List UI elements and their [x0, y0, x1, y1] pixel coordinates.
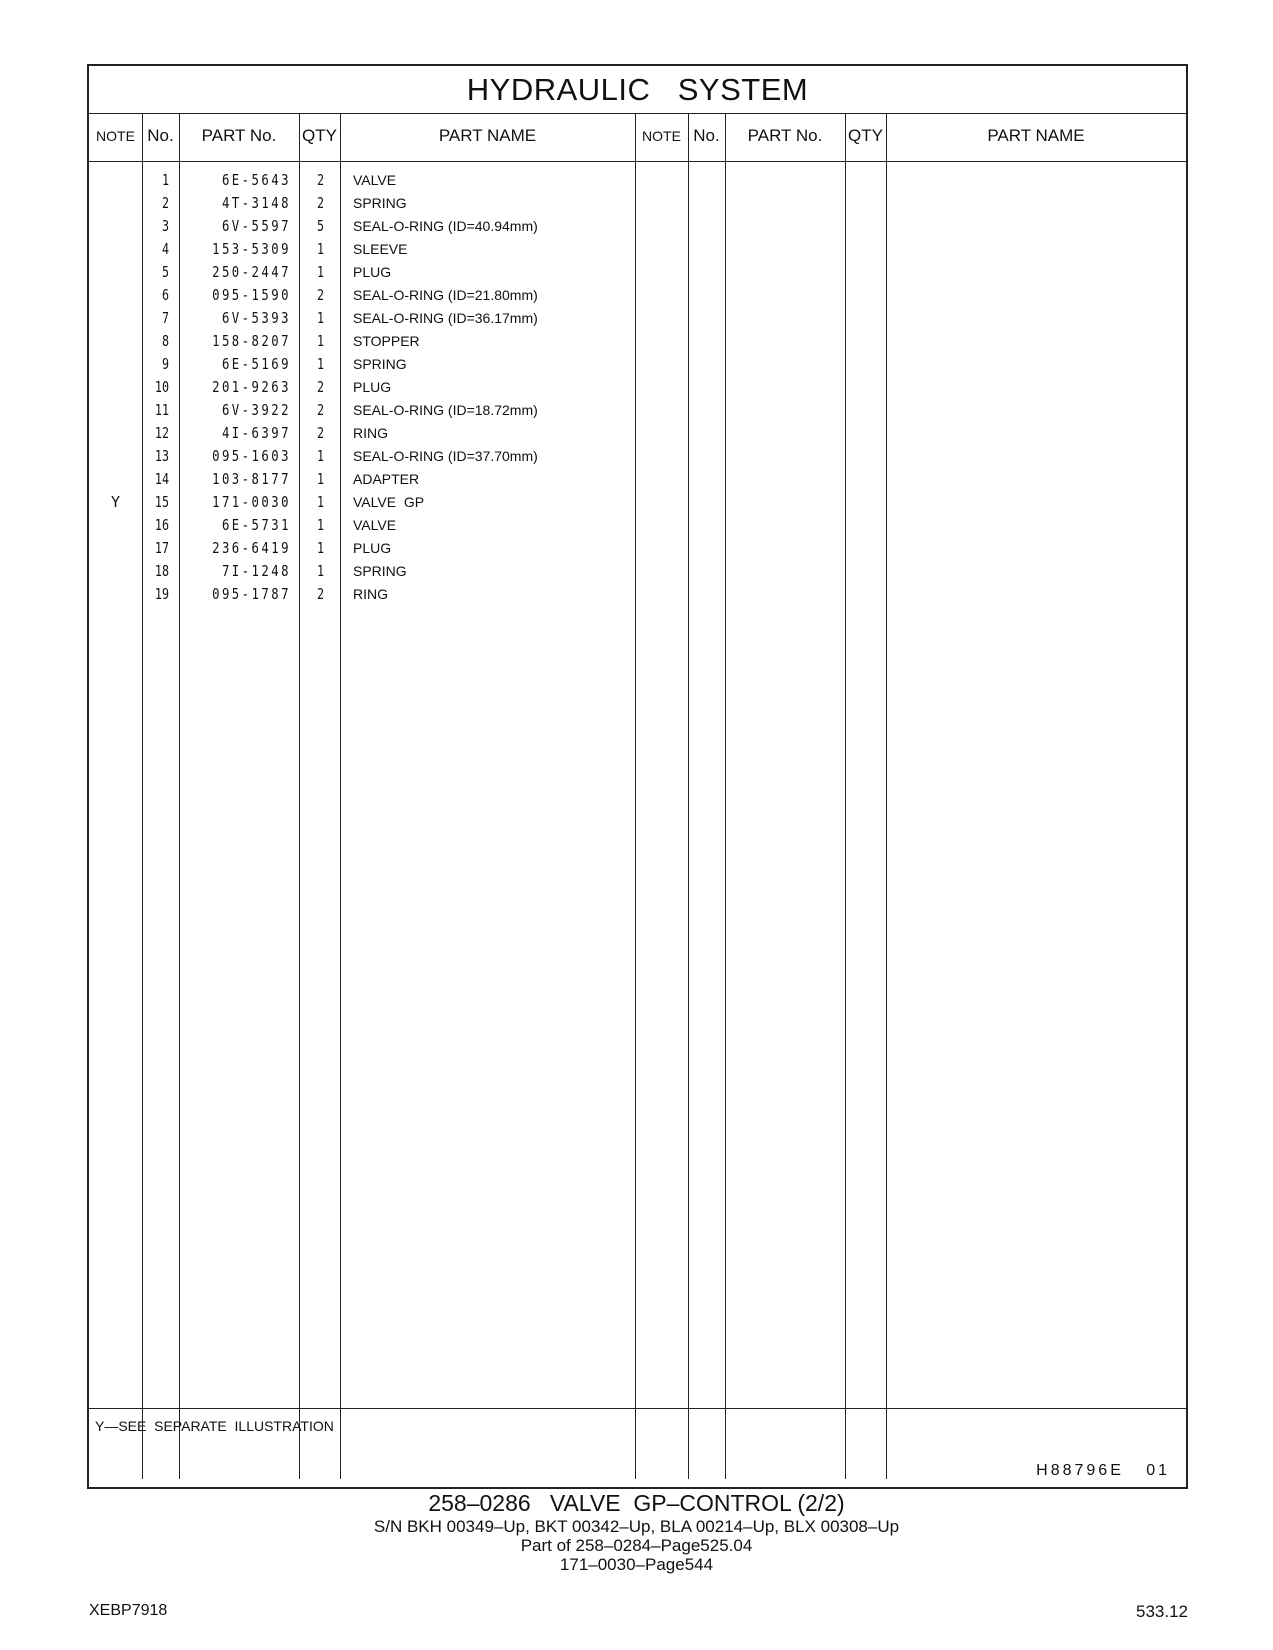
- document-id: XEBP7918: [89, 1602, 168, 1619]
- row-item-number: 18: [154, 562, 169, 580]
- caption-title: 258‒0286 VALVE GP‒CONTROL (2/2): [428, 1490, 845, 1516]
- table-row: [89, 307, 649, 330]
- row-quantity: 2: [316, 424, 324, 442]
- header-no-right: No.: [693, 126, 720, 145]
- row-part-name: SPRING: [353, 356, 407, 372]
- header-note-right: NOTE: [642, 128, 681, 144]
- row-part-name: SPRING: [353, 563, 407, 579]
- row-quantity: 2: [316, 585, 324, 603]
- row-part-number: 6E-5169: [221, 355, 291, 373]
- row-part-number: 6E-5731: [221, 516, 291, 534]
- row-part-name: SPRING: [353, 195, 407, 211]
- table-row: [89, 468, 649, 491]
- row-quantity: 2: [316, 171, 324, 189]
- page-title: HYDRAULIC SYSTEM: [89, 66, 1186, 114]
- row-quantity: 1: [316, 355, 324, 373]
- column-divider: [725, 113, 726, 1479]
- row-part-name: SEAL-O-RING (ID=40.94mm): [353, 218, 538, 234]
- row-item-number: 17: [154, 539, 169, 557]
- row-part-name: VALVE: [353, 517, 397, 533]
- row-quantity: 5: [316, 217, 324, 235]
- row-part-name: VALVE GP: [353, 494, 425, 510]
- row-part-name: SEAL-O-RING (ID=37.70mm): [353, 448, 538, 464]
- row-part-number: 095-1590: [212, 286, 291, 304]
- row-part-number: 095-1603: [212, 447, 291, 465]
- column-divider: [886, 113, 887, 1479]
- table-row: [89, 192, 649, 215]
- row-item-number: 4: [161, 240, 169, 258]
- caption-part-of: Part of 258‒0284‒Page525.04: [520, 1536, 753, 1555]
- row-item-number: 6: [161, 286, 169, 304]
- row-item-number: 12: [154, 424, 169, 442]
- row-part-number: 6V-5393: [221, 309, 291, 327]
- header-part-no-right: PART No.: [747, 126, 823, 145]
- table-row: [89, 422, 649, 445]
- row-part-number: 6V-3922: [221, 401, 291, 419]
- table-header: [89, 113, 1186, 162]
- table-row: [89, 169, 649, 192]
- row-item-number: 16: [154, 516, 169, 534]
- row-part-name: VALVE: [353, 172, 397, 188]
- row-item-number: 11: [154, 401, 169, 419]
- header-part-name-left: PART NAME: [438, 126, 537, 145]
- row-quantity: 1: [316, 263, 324, 281]
- row-quantity: 1: [316, 562, 324, 580]
- row-part-number: 4T-3148: [221, 194, 291, 212]
- row-note: Y: [110, 493, 121, 511]
- parts-table-frame: [87, 64, 1188, 1489]
- row-part-number: 6V-5597: [221, 217, 291, 235]
- table-row: [89, 514, 649, 537]
- caption-serial-numbers: S/N BKH 00349‒Up, BKT 00342‒Up, BLA 00214‒Up, BLX 00308‒Up: [373, 1517, 900, 1536]
- table-row: [89, 583, 649, 606]
- row-item-number: 3: [161, 217, 169, 235]
- row-part-name: STOPPER: [353, 333, 420, 349]
- row-quantity: 2: [316, 401, 324, 419]
- table-row: [89, 399, 649, 422]
- row-part-name: RING: [353, 586, 388, 602]
- row-part-number: 6E-5643: [221, 171, 291, 189]
- row-part-number: 153-5309: [212, 240, 291, 258]
- row-item-number: 2: [161, 194, 169, 212]
- row-quantity: 1: [316, 470, 324, 488]
- row-part-name: RING: [353, 425, 388, 441]
- header-note-left: NOTE: [96, 128, 135, 144]
- row-item-number: 13: [154, 447, 169, 465]
- table-row: [89, 491, 649, 514]
- table-bottom-rule: [89, 1408, 1186, 1409]
- row-quantity: 2: [316, 378, 324, 396]
- row-item-number: 14: [154, 470, 169, 488]
- table-row: [89, 330, 649, 353]
- row-part-name: PLUG: [353, 264, 392, 280]
- row-item-number: 8: [161, 332, 169, 350]
- header-qty-left: QTY: [302, 126, 337, 145]
- row-quantity: 1: [316, 539, 324, 557]
- row-part-number: 158-8207: [212, 332, 291, 350]
- row-part-name: SEAL-O-RING (ID=21.80mm): [353, 287, 538, 303]
- table-row: [89, 445, 649, 468]
- table-row: [89, 284, 649, 307]
- column-divider: [845, 113, 846, 1479]
- row-part-name: PLUG: [353, 540, 392, 556]
- footnote: Y—SEE SEPARATE ILLUSTRATION: [95, 1418, 334, 1434]
- row-item-number: 19: [154, 585, 169, 603]
- header-qty-right: QTY: [848, 126, 883, 145]
- table-row: [89, 261, 649, 284]
- row-quantity: 2: [316, 286, 324, 304]
- row-part-number: 201-9263: [212, 378, 291, 396]
- row-part-number: 236-6419: [212, 539, 291, 557]
- table-row: [89, 353, 649, 376]
- table-row: [89, 560, 649, 583]
- row-part-name: SEAL-O-RING (ID=36.17mm): [353, 310, 538, 326]
- row-quantity: 1: [316, 309, 324, 327]
- table-row: [89, 537, 649, 560]
- row-part-name: ADAPTER: [353, 471, 420, 487]
- header-part-name-right: PART NAME: [987, 126, 1085, 145]
- row-quantity: 1: [316, 447, 324, 465]
- row-part-name: SEAL-O-RING (ID=18.72mm): [353, 402, 538, 418]
- table-row: [89, 376, 649, 399]
- row-quantity: 1: [316, 516, 324, 534]
- page-number: 533.12: [1136, 1602, 1188, 1621]
- row-part-number: 103-8177: [212, 470, 291, 488]
- row-part-name: PLUG: [353, 379, 392, 395]
- row-item-number: 7: [161, 309, 169, 327]
- row-quantity: 2: [316, 194, 324, 212]
- table-row: [89, 238, 649, 261]
- table-row: [89, 215, 649, 238]
- row-part-number: 095-1787: [212, 585, 291, 603]
- header-part-no-left: PART No.: [201, 126, 277, 145]
- row-part-number: 250-2447: [212, 263, 291, 281]
- row-item-number: 10: [154, 378, 169, 396]
- row-part-number: 7I-1248: [221, 562, 291, 580]
- column-divider: [688, 113, 689, 1479]
- row-item-number: 5: [161, 263, 169, 281]
- row-quantity: 1: [316, 493, 324, 511]
- row-part-name: SLEEVE: [353, 241, 408, 257]
- row-part-number: 4I-6397: [221, 424, 291, 442]
- row-item-number: 1: [161, 171, 169, 189]
- row-item-number: 9: [161, 355, 169, 373]
- drawing-code: H88796E 01: [1036, 1462, 1170, 1479]
- row-quantity: 1: [316, 240, 324, 258]
- row-item-number: 15: [154, 493, 169, 511]
- header-no-left: No.: [147, 126, 174, 145]
- caption-reference: 171‒0030‒Page544: [559, 1555, 714, 1574]
- row-part-number: 171-0030: [212, 493, 291, 511]
- row-quantity: 1: [316, 332, 324, 350]
